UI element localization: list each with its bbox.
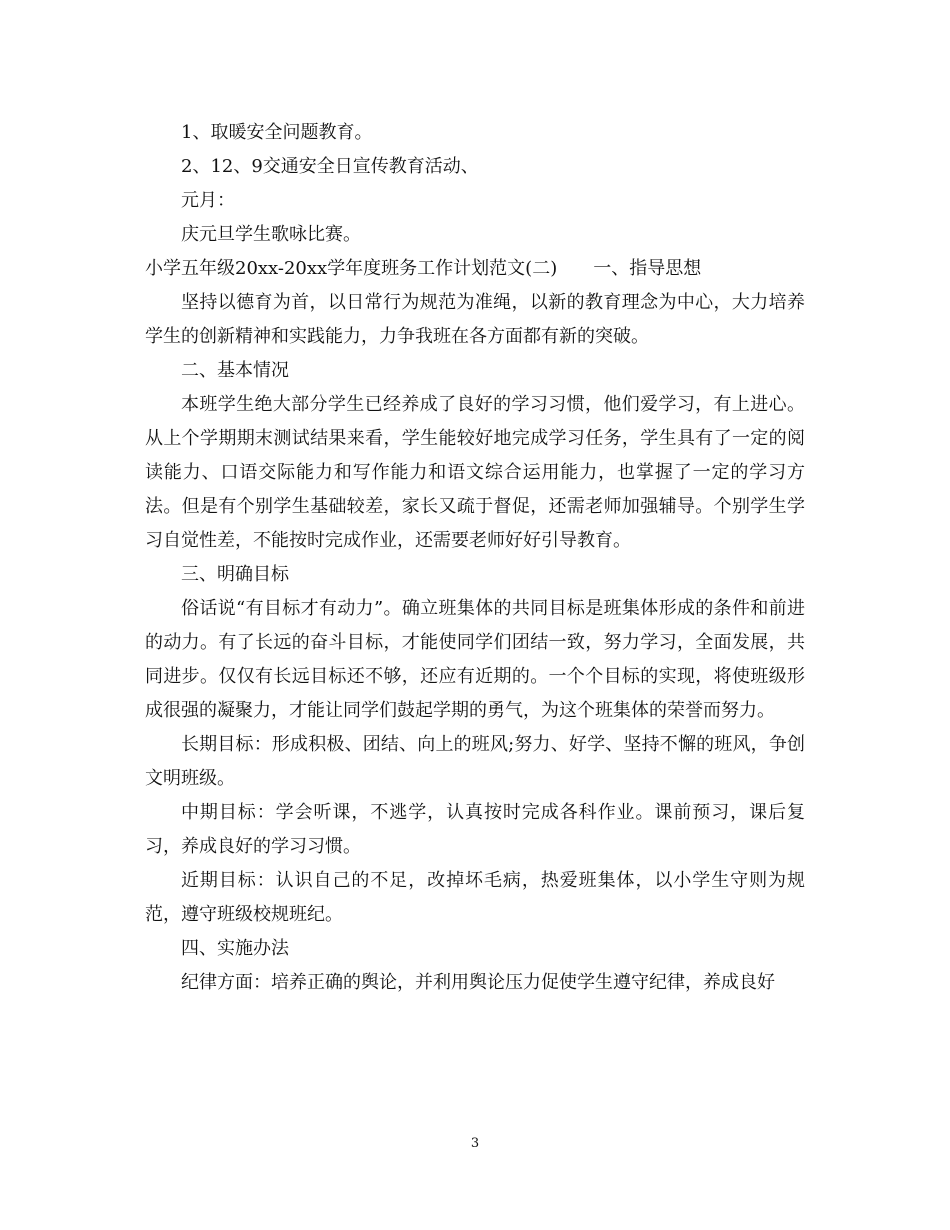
paragraph-long-term-goal: 长期目标：形成积极、团结、向上的班风;努力、好学、坚持不懈的班风，争创文明班级。 (145, 734, 805, 789)
document-title-line (145, 252, 805, 286)
paragraph-mid-term-goal: 中期目标：学会听课，不逃学，认真按时完成各科作业。课前预习，课后复习，养成良好的学习习惯。 (145, 802, 805, 857)
page-number: 3 (470, 1136, 480, 1151)
paragraph-guiding-thought: 坚持以德育为首，以日常行为规范为准绳，以新的教育理念为中心，大力培养学生的创新精神和实践能力，力争我班在各方面都有新的突破。 (145, 292, 805, 347)
paragraph-basic-situation: 本班学生绝大部分学生已经养成了良好的学习习惯，他们爱学习，有上进心。从上个学期期末测试结果来看，学生能较好地完成学习任务，学生具有了一定的阅读能力、口语交际能力和写作能力和语文综合运用能力，也掌握了一定的学习方法。但是有个别学生基础较差，家长又疏于督促，还需老师加强辅导。个别学生学习自觉性差，不能按时完成作业，还需要老师好好引导教育。 (145, 394, 805, 551)
paragraph-short-term-goal: 近期目标：认识自己的不足，改掉坏毛病，热爱班集体，以小学生守则为规范，遵守班级校规班纪。 (145, 870, 805, 925)
paragraph-new-year-contest: 庆元旦学生歌咏比赛。 (181, 224, 361, 245)
paragraph-traffic-safety: 2、12、9交通安全日宣传教育活动、 (181, 156, 479, 177)
paragraph-discipline: 纪律方面：培养正确的舆论，并利用舆论压力促使学生遵守纪律，养成良好 (181, 972, 775, 993)
paragraph-heating-safety: 1、取暖安全问题教育。 (181, 122, 373, 143)
document-body (145, 116, 805, 1000)
section-heading-basic-situation: 二、基本情况 (181, 360, 289, 381)
section-heading-guiding-thought: 一、指导思想 (593, 258, 702, 279)
section-heading-implementation: 四、实施办法 (181, 938, 289, 959)
paragraph-january: 元月： (181, 190, 235, 211)
paragraph-clear-goals: 俗话说“有目标才有动力”。确立班集体的共同目标是班集体形成的条件和前进的动力。有了长远的奋斗目标，才能使同学们团结一致，努力学习，全面发展，共同进步。仅仅有长远目标还不够，还应有近期的。一个个目标的实现，将使班级形成很强的凝聚力，才能让同学们鼓起学期的勇气，为这个班集体的荣誉而努力。 (145, 598, 805, 721)
section-heading-clear-goals: 三、明确目标 (181, 564, 289, 585)
document-title: 小学五年级20xx-20xx学年度班务工作计划范文(二) (145, 258, 558, 279)
